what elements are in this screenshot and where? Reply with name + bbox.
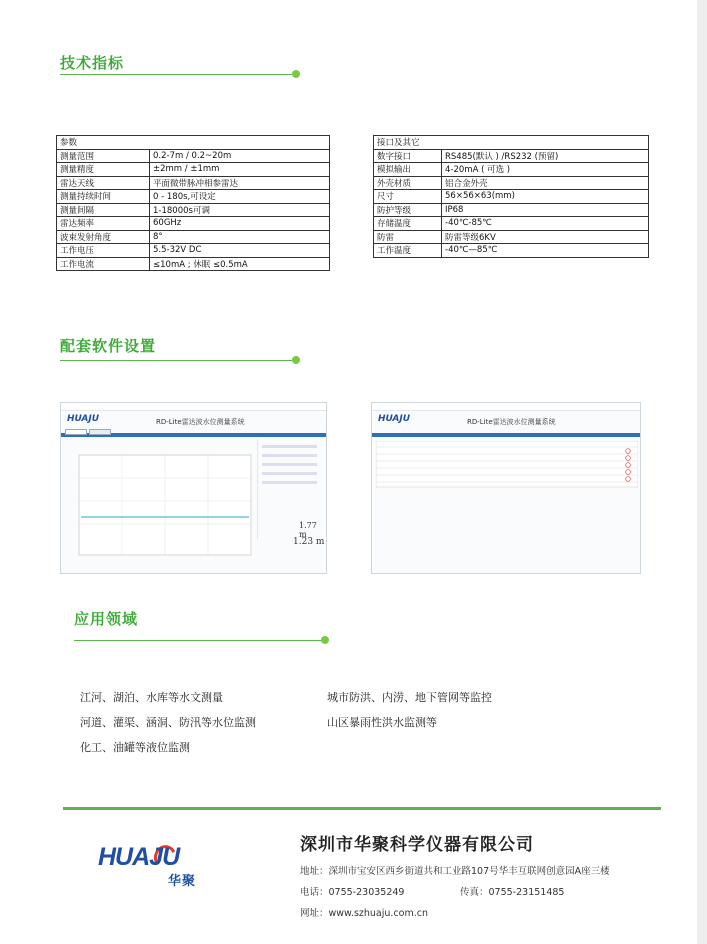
logo-chinese: 华聚: [168, 874, 197, 889]
spec-row: [57, 149, 330, 163]
setting-row: [262, 454, 317, 457]
reading-distance: 1.77 m: [299, 521, 317, 539]
spec-value: -40℃—85℃: [442, 244, 649, 258]
app-logo: HUAJU: [67, 414, 100, 424]
spec-value: 1-18000s可调: [150, 203, 330, 217]
spec-table-right: [373, 135, 649, 258]
software-screenshot-history: [371, 402, 641, 574]
spec-value: ≤10mA ; 休眠 ≤0.5mA: [150, 257, 330, 271]
spec-row: [374, 244, 649, 258]
water-level-chart: [65, 451, 255, 567]
spec-label: 模拟输出: [374, 163, 442, 177]
history-table: [376, 441, 638, 489]
spec-label: 工作电压: [57, 244, 150, 258]
spec-row: [57, 163, 330, 177]
reading-level: 1.23 m: [293, 537, 325, 547]
window-titlebar: [61, 403, 326, 411]
spec-value: 8°: [150, 230, 330, 244]
spec-header: 参数: [57, 136, 330, 150]
spec-value: 防雷等级6KV: [442, 230, 649, 244]
spec-label: 防雷: [374, 230, 442, 244]
spec-label: 雷达天线: [57, 176, 150, 190]
logo-text: HUAJU: [98, 843, 180, 871]
section-title-specs: 技术指标: [60, 54, 125, 72]
application-item: 山区暴雨性洪水监测等: [327, 716, 437, 729]
software-screenshot-chart: [60, 402, 327, 574]
section-dot: [292, 70, 300, 78]
spec-row: [374, 136, 649, 150]
spec-value: -40℃-85℃: [442, 217, 649, 231]
spec-value: 5.5-32V DC: [150, 244, 330, 258]
company-fax: 传真：0755-23151485: [460, 887, 565, 898]
section-divider: [60, 74, 292, 75]
app-logo: HUAJU: [378, 414, 411, 424]
application-item: 化工、油罐等液位监测: [80, 741, 190, 754]
spec-row: [374, 149, 649, 163]
company-address: 地址：深圳市宝安区西乡街道共和工业路107号华丰互联网创意园A座三楼: [300, 866, 610, 877]
spec-row: [374, 217, 649, 231]
spec-row: [374, 203, 649, 217]
company-website: 网址：www.szhuaju.com.cn: [300, 908, 428, 919]
spec-label: 测量精度: [57, 163, 150, 177]
section-divider: [74, 640, 322, 641]
spec-row: [57, 244, 330, 258]
spec-label: 存储温度: [374, 217, 442, 231]
app-title: RD-Lite雷达波水位测量系统: [156, 418, 245, 426]
section-divider: [60, 360, 292, 361]
spec-value: 60GHz: [150, 217, 330, 231]
spec-value: ±2mm / ±1mm: [150, 163, 330, 177]
section-title-software: 配套软件设置: [60, 337, 157, 355]
app-title: RD-Lite雷达波水位测量系统: [467, 418, 556, 426]
application-item: 江河、湖泊、水库等水文测量: [80, 691, 223, 704]
spec-value: 平面微带脉冲相参雷达: [150, 176, 330, 190]
right-margin-bar: [697, 0, 707, 944]
spec-label: 雷达频率: [57, 217, 150, 231]
setting-row: [262, 463, 317, 466]
company-phone: 电话：0755-23035249: [300, 887, 405, 898]
setting-row: [262, 481, 317, 484]
application-item: 河道、灌渠、涵洞、防汛等水位监测: [80, 716, 256, 729]
section-dot: [321, 636, 329, 644]
spec-value: 56×56×63(mm): [442, 190, 649, 204]
tab-bar: [372, 433, 640, 437]
section-title-applications: 应用领域: [74, 610, 139, 628]
footer-divider: [63, 807, 661, 810]
spec-value: RS485(默认 ) /RS232 (预留): [442, 149, 649, 163]
tab-history[interactable]: [89, 429, 111, 435]
setting-row: [262, 445, 317, 448]
spec-label: 工作电流: [57, 257, 150, 271]
spec-row: [374, 230, 649, 244]
spec-row: [57, 190, 330, 204]
setting-row: [262, 472, 317, 475]
company-name: 深圳市华聚科学仪器有限公司: [300, 835, 534, 855]
spec-row: [57, 176, 330, 190]
spec-row: [57, 203, 330, 217]
tab-realtime[interactable]: [65, 429, 87, 435]
spec-label: 数字接口: [374, 149, 442, 163]
spec-row: [57, 230, 330, 244]
spec-row: [57, 217, 330, 231]
window-titlebar: [372, 403, 640, 411]
company-logo: [98, 843, 218, 891]
spec-label: 防护等级: [374, 203, 442, 217]
spec-label: 波束发射角度: [57, 230, 150, 244]
spec-row: [374, 176, 649, 190]
spec-row: [374, 190, 649, 204]
spec-value: 0 - 180s,可设定: [150, 190, 330, 204]
spec-label: 工作温度: [374, 244, 442, 258]
spec-label: 测量范围: [57, 149, 150, 163]
spec-row: [57, 136, 330, 150]
spec-header: 接口及其它: [374, 136, 649, 150]
spec-value: 铝合金外壳: [442, 176, 649, 190]
spec-label: 外壳材质: [374, 176, 442, 190]
spec-value: IP68: [442, 203, 649, 217]
spec-table-left: [56, 135, 330, 271]
application-item: 城市防洪、内涝、地下管网等监控: [327, 691, 492, 704]
spec-value: 4-20mA ( 可选 ): [442, 163, 649, 177]
section-dot: [292, 356, 300, 364]
spec-value: 0.2-7m / 0.2~20m: [150, 149, 330, 163]
spec-label: 尺寸: [374, 190, 442, 204]
spec-row: [374, 163, 649, 177]
spec-row: [57, 257, 330, 271]
spec-label: 测量间隔: [57, 203, 150, 217]
spec-label: 测量持续时间: [57, 190, 150, 204]
